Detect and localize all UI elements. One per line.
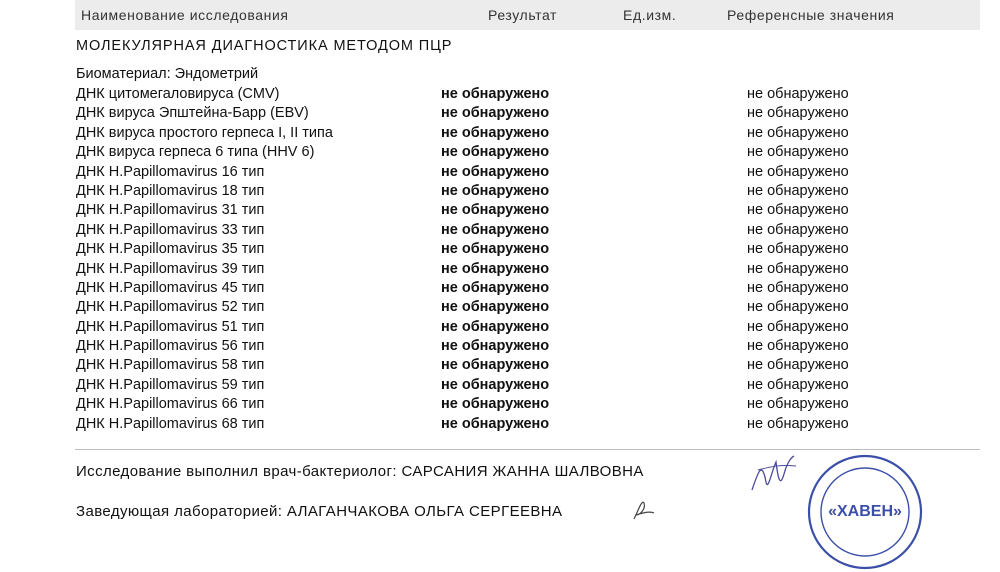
reference-value: не обнаружено	[747, 299, 849, 316]
test-result: не обнаружено	[441, 357, 550, 374]
reference-value: не обнаружено	[747, 260, 849, 277]
biomaterial-label: Биоматериал: Эндометрий	[76, 66, 259, 82]
table-row	[0, 85, 1000, 104]
reference-value: не обнаружено	[747, 124, 849, 141]
test-name: ДНК H.Papillomavirus 51 тип	[76, 318, 265, 335]
test-result: не обнаружено	[441, 144, 550, 161]
table-row	[0, 415, 1000, 434]
stamp-text: «ХАВЕН»	[828, 503, 902, 520]
clinic-stamp	[805, 452, 925, 572]
reference-value: не обнаружено	[747, 279, 849, 296]
table-row	[0, 318, 1000, 337]
reference-value: не обнаружено	[747, 376, 849, 393]
reference-value: не обнаружено	[747, 396, 849, 413]
column-header-unit: Ед.изм.	[623, 7, 677, 23]
test-name: ДНК H.Papillomavirus 18 тип	[76, 182, 265, 199]
test-result: не обнаружено	[441, 124, 550, 141]
test-result: не обнаружено	[441, 279, 550, 296]
test-result: не обнаружено	[441, 163, 550, 180]
column-header-reference: Референсные значения	[727, 7, 895, 23]
test-result: не обнаружено	[441, 318, 550, 335]
test-name: ДНК вируса Эпштейна-Барр (EBV)	[76, 105, 309, 122]
test-result: не обнаружено	[441, 202, 550, 219]
table-row	[0, 163, 1000, 182]
table-row	[0, 260, 1000, 279]
table-row	[0, 201, 1000, 220]
test-name: ДНК H.Papillomavirus 59 тип	[76, 376, 265, 393]
head-signature	[628, 493, 658, 523]
reference-value: не обнаружено	[747, 357, 849, 374]
test-result: не обнаружено	[441, 338, 550, 355]
table-row	[0, 395, 1000, 414]
test-name: ДНК H.Papillomavirus 66 тип	[76, 396, 265, 413]
test-result: не обнаружено	[441, 241, 550, 258]
reference-value: не обнаружено	[747, 105, 849, 122]
test-name: ДНК цитомегаловируса (CMV)	[76, 86, 280, 102]
table-row	[0, 221, 1000, 240]
table-row	[0, 279, 1000, 298]
test-name: ДНК H.Papillomavirus 35 тип	[76, 241, 265, 258]
test-name: ДНК H.Papillomavirus 16 тип	[76, 163, 265, 180]
table-row	[0, 337, 1000, 356]
table-row	[0, 240, 1000, 259]
test-name: ДНК вируса простого герпеса I, II типа	[76, 124, 333, 141]
test-result: не обнаружено	[441, 86, 550, 102]
test-result: не обнаружено	[441, 376, 550, 393]
test-result: не обнаружено	[441, 182, 550, 199]
table-row	[0, 356, 1000, 375]
test-name: ДНК H.Papillomavirus 56 тип	[76, 338, 265, 355]
reference-value: не обнаружено	[747, 415, 849, 432]
footer-divider	[75, 449, 980, 450]
head-of-lab-text: Заведующая лабораторией: АЛАГАНЧАКОВА ОЛЬГА СЕРГЕЕВНА	[76, 503, 563, 520]
table-row	[0, 143, 1000, 162]
table-row	[0, 182, 1000, 201]
table-row	[0, 376, 1000, 395]
reference-value: не обнаружено	[747, 338, 849, 355]
reference-value: не обнаружено	[747, 182, 849, 199]
test-result: не обнаружено	[441, 260, 550, 277]
test-result: не обнаружено	[441, 396, 550, 413]
performed-by-text: Исследование выполнил врач-бактериолог: САРСАНИЯ ЖАННА ШАЛВОВНА	[76, 463, 644, 480]
table-header	[75, 0, 980, 30]
column-header-name: Наименование исследования	[81, 7, 289, 23]
test-name: ДНК H.Papillomavirus 68 тип	[76, 415, 265, 432]
test-name: ДНК H.Papillomavirus 58 тип	[76, 357, 265, 374]
reference-value: не обнаружено	[747, 318, 849, 335]
test-name: ДНК H.Papillomavirus 39 тип	[76, 260, 265, 277]
test-result: не обнаружено	[441, 415, 550, 432]
reference-value: не обнаружено	[747, 144, 849, 161]
table-row	[0, 124, 1000, 143]
column-header-result: Результат	[488, 7, 558, 23]
reference-value: не обнаружено	[747, 163, 849, 180]
test-name: ДНК H.Papillomavirus 52 тип	[76, 299, 265, 316]
test-name: ДНК вируса герпеса 6 типа (HHV 6)	[76, 144, 315, 161]
section-title: МОЛЕКУЛЯРНАЯ ДИАГНОСТИКА МЕТОДОМ ПЦР	[76, 38, 453, 54]
test-name: ДНК H.Papillomavirus 33 тип	[76, 221, 265, 238]
test-result: не обнаружено	[441, 105, 550, 122]
reference-value: не обнаружено	[747, 221, 849, 238]
doctor-signature	[748, 452, 800, 498]
test-result: не обнаружено	[441, 221, 550, 238]
results-table	[0, 85, 1000, 434]
reference-value: не обнаружено	[747, 241, 849, 258]
test-result: не обнаружено	[441, 299, 550, 316]
reference-value: не обнаружено	[747, 86, 849, 102]
reference-value: не обнаружено	[747, 202, 849, 219]
test-name: ДНК H.Papillomavirus 45 тип	[76, 279, 265, 296]
test-name: ДНК H.Papillomavirus 31 тип	[76, 202, 265, 219]
table-row	[0, 104, 1000, 123]
table-row	[0, 298, 1000, 317]
